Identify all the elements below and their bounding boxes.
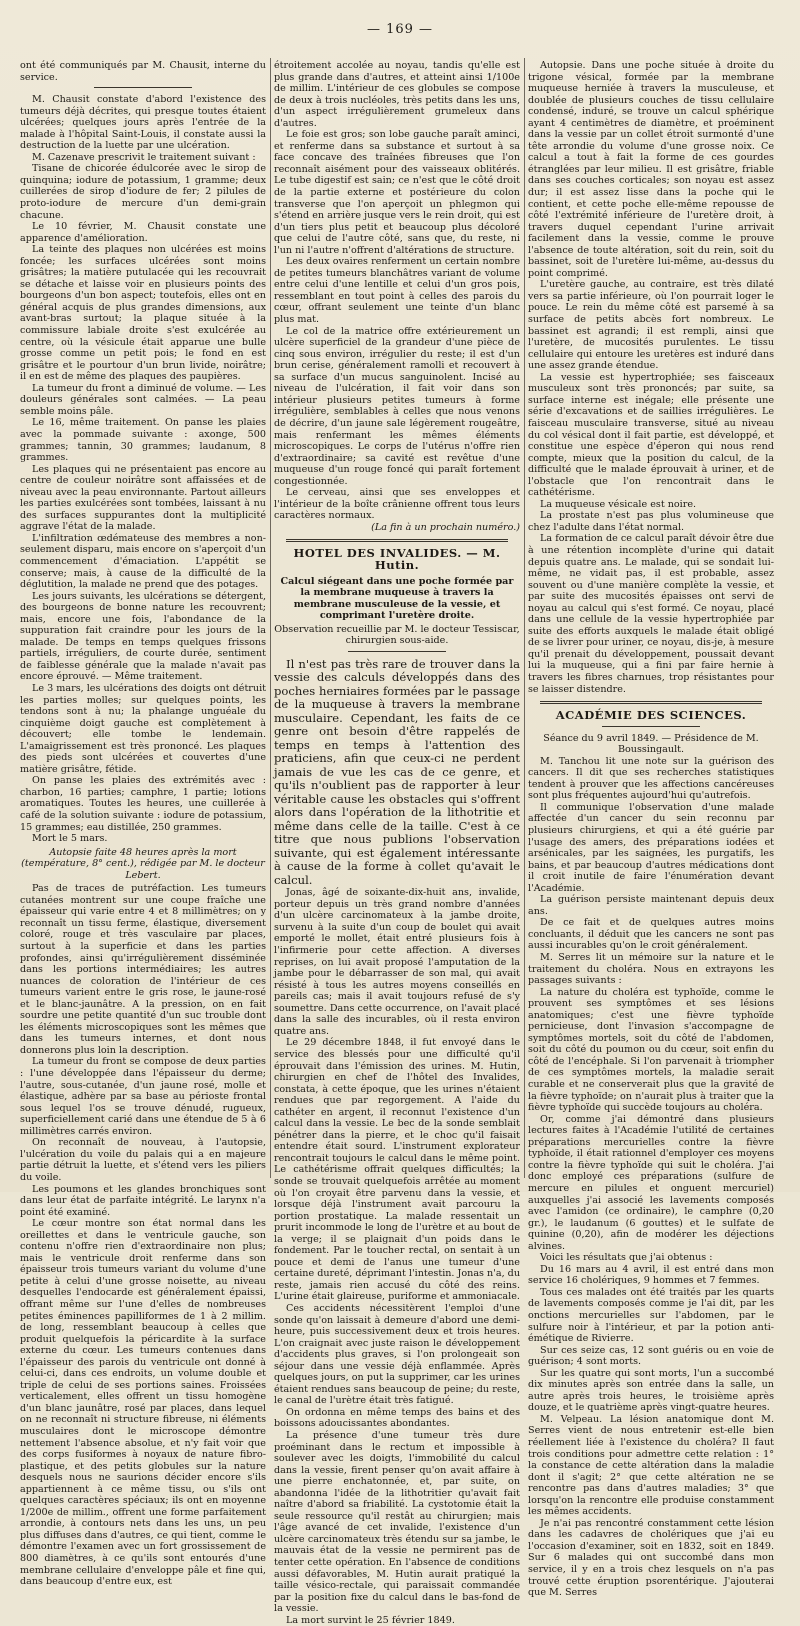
column-right <box>528 60 774 1599</box>
paragraph: La mort survint le 25 février 1849. <box>286 1614 455 1626</box>
paragraph: Du 16 mars au 4 avril, il est entré dans mon service 16 cholériques, 9 hommes et 7 femmes. <box>528 1263 774 1287</box>
section-separator <box>540 701 761 704</box>
column-rule <box>270 58 271 1178</box>
article-subtitle: Calcul siégeant dans une poche formée par la membrane muqueuse à travers la membrane musculeuse de la vessie, et comprimant l'uretère droite. <box>280 575 514 622</box>
session-line: Séance du 9 avril 1849. — Présidence de M. Boussingault. <box>543 732 759 756</box>
column-middle <box>274 60 520 1626</box>
paragraph: Je n'ai pas rencontré constamment cette lésion dans les cadavres de cholériques que j'ai eu l'occasion d'examiner, soit en 1832, soit en 1849. Sur 6 malades qui ont succombé dans mon service, il y en a trois chez lesquels on n'a pas trouvé cette éruption psorentérique. J'ajouterai que M. Serres <box>528 1517 774 1599</box>
section-separator <box>286 539 507 542</box>
paragraph: La prostate n'est pas plus volumineuse que chez l'adulte dans l'état normal. <box>528 510 774 533</box>
paragraph: Jonas, âgé de soixante-dix-huit ans, invalide, porteur depuis un très grand nombre d'années d'un ulcère carcinomateux à la jambe droite, survenu à la suite d'un coup de boulet qui avait emporté le mollet, était entré plusieurs fois à l'infirmerie pour cette affection. A diverses reprises, on lui avait proposé l'amputation de la jambe pour le débarrasser de son mal, qui avait résisté à tous les autres moyens conseillés en pareils cas; mais il avait toujours refusé de s'y soumettre. Dans cette occurrence, on l'avait placé dans la salle des incurables, où il resta environ quatre ans. <box>274 887 520 1037</box>
paragraph: On panse les plaies des extrémités avec : charbon, 16 parties; camphre, 1 partie; lotions aromatiques. Toutes les heures, une cuillerée à café de la solution suivante : iodure de potassium, 15 grammes; eau distillée, 250 grammes. <box>20 775 266 833</box>
page-number: — 169 — <box>366 22 434 37</box>
paragraph: Le 29 décembre 1848, il fut envoyé dans le service des blessés pour une difficulté qu'il éprouvait dans l'émission des urines. M. Hutin, chirurgien en chef de l'hôtel des Invalides, constata, à cette époque, que les urines n'étaient rendues que par regorgement. A l'aide du cathéter en argent, il reconnut l'existence d'un calcul dans la vessie. Le bec de la sonde semblait pénétrer dans la pierre, et le choc qu'il faisait entendre était sourd. L'instrument explorateur rencontrait toujours le calcul dans le même point. Le cathétérisme offrait quelques difficultés; la sonde se trouvait quelquefois arrêtée au moment où l'on croyait être parvenu dans la vessie, et lorsque déjà l'instrument avait parcouru la portion prostatique. La malade ressentait un prurit incommode le long de l'urètre et au bout de la verge; il se plaignait d'un poids dans le fondement. Par le toucher rectal, on sentait à un pouce et demi de l'anus une tumeur d'une certaine dureté, déprimant l'intestin. Jonas n'a, du reste, jamais rien accusé du côté des reins. L'urine était glaireuse, puriforme et ammoniacale. <box>274 1037 520 1303</box>
paragraph: Le 10 février, M. Chausit constate une apparence d'amélioration. <box>20 221 266 244</box>
separator <box>94 87 192 88</box>
paragraph: Les jours suivants, les ulcérations se détergent, des bourgeons de bonne nature les recouvrent; mais, encore une fois, l'abondance de la suppuration fait craindre pour les jours de la malade. De temps en temps quelques frissons partiels, irréguliers, de courte durée, sentiment de faiblesse générale que la malade n'avait pas encore éprouvé. — Même traitement. <box>20 590 266 683</box>
paragraph: M. Tanchou lit une note sur la guérison des cancers. Il dit que ses recherches statistiques tendent à prouver que les affections cancéreuses sont plus fréquentes aujourd'hui qu'autrefois. <box>528 755 774 802</box>
paragraph: La tumeur du front se compose de deux parties : l'une développée dans l'épaisseur du derme; l'autre, sous-cutanée, d'un jaune rosé, molle et élastique, adhère par sa base au périoste frontal sous lequel l'os se trouve dénudé, rugueux, superficiellement carié dans une étendue de 5 à 6 millimètres carrés environ. <box>20 1056 266 1137</box>
paragraph: ont été communiqués par M. Chausit, interne du service. <box>20 60 266 83</box>
column-left <box>20 60 266 1588</box>
paragraph: Autopsie. Dans une poche située à droite du trigone vésical, formée par la membrane muqueuse herniée à travers la musculeuse, et doublée de plusieurs couches de tissu cellulaire condensé, induré, se trouve un calcul sphérique ayant 4 centimètres de diamètre, et proéminent dans la vessie par un collet étroit surmonté d'une tête arrondie du volume d'une grosse noix. Ce calcul a tout à fait la forme de ces gourdes étranglées par leur milieu. Il est grisâtre, friable dans ses couches corticales; son noyau est assez dur; il est assez lisse dans la poche qui le contient, et cette poche elle-même repousse de côté l'extrémité inférieure de l'uretère droit, à travers duquel cependant l'urine arrivait facilement dans la vessie, comme le prouve l'absence de toute altération, soit du rein, soit du bassinet, soit de l'uretère lui-même, au-dessus du point comprimé. <box>528 60 774 279</box>
separator <box>602 726 700 727</box>
paragraph: Voici les résultats que j'ai obtenus : <box>540 1252 713 1264</box>
section-title: HOTEL DES INVALIDES. — M. Hutin. <box>293 546 501 572</box>
paragraph: Le cerveau, ainsi que ses enveloppes et l'intérieur de la boîte crânienne offrent tous leurs caractères normaux. <box>274 487 520 522</box>
paragraph: étroitement accolée au noyau, tandis qu'elle est plus grande dans d'autres, et atteint ainsi 1/100e de millim. L'intérieur de ces globules se compose de deux à trois nucléoles, très petits dans les uns, d'un aspect irrégulièrement grumeleux dans d'autres. <box>274 60 520 129</box>
paragraph: Pas de traces de putréfaction. Les tumeurs cutanées montrent sur une coupe fraîche une épaisseur qui varie entre 4 et 8 millimètres; on y reconnaît un tissu ferme, élastique, diversement coloré, rouge et très vasculaire par places, surtout à la superficie et dans les parties profondes, ainsi qu'irrégulièrement disséminée dans les portions intermédiaires; les autres nuances de coloration de l'intérieur de ces tumeurs varient entre le gris rose, le jaune-rosé et le blanc-jaunâtre. A la pression, on en fait sourdre une petite quantité d'un suc trouble dont les éléments microscopiques sont les mêmes que dans les tumeurs internes, et dont nous donnerons plus loin la description. <box>20 883 266 1056</box>
paragraph: La formation de ce calcul paraît dévoir être due à une rétention incomplète d'urine qui datait depuis quatre ans. Le malade, qui se sondait lui-même, ne vidait pas, il est probable, assez souvent ou d'une manière complète la vessie, et par suite des mucosités épaisses ont servi de noyau au calcul qui s'est formé. Ce noyau, placé dans une cellule de la vessie hypertrophiée par suite des efforts auxquels le malade était obligé de se livrer pour uriner, ce noyau, dis-je, à mesure qu'il prenait du développement, poussait devant lui la muqueuse, qui a fini par faire hernie à travers les fibres charnues, trop résistantes pour se laisser distendre. <box>528 533 774 695</box>
paragraph: La nature du choléra est typhoïde, comme le prouvent ses symptômes et ses lésions anatomiques; c'est une fièvre typhoïde pernicieuse, dont l'invasion s'accompagne de symptômes mortels, soit du côté de l'abdomen, soit du côté du poumon ou du cœur, soit enfin du côté de l'encéphale. Si l'on parvenait à triompher de ces symptômes mortels, la maladie serait curable et ne conserverait plus que la gravité de la fièvre typhoïde; on n'aurait plus à traiter que la fièvre typhoïde qui succède toujours au choléra. <box>528 986 774 1114</box>
paragraph: Le foie est gros; son lobe gauche paraît aminci, et renferme dans sa substance et surtout à sa face concave des traînées fibreuses que l'on reconnaît aisément pour des vaisseaux oblitérés. Le tube digestif est sain; ce n'est que le côté droit de la partie externe et postérieure du colon transverse que l'on aperçoit un phlegmon qui s'étend en arrière jusque vers le rein droit, qui est d'un tiers plus petit et beaucoup plus décoloré que celui de l'autre côté, sans que, du reste, ni l'un ni l'autre n'offrent d'altérations de structure. <box>274 129 520 256</box>
autopsy-heading: Autopsie faite 48 heures après la mort (température, 8° cent.), rédigée par M. le docteur Lebert. <box>21 846 265 881</box>
paragraph: M. Cazenave prescrivit le traitement suivant : <box>32 151 256 163</box>
paragraph: Sur ces seize cas, 12 sont guéris ou en voie de guérison; 4 sont morts. <box>528 1344 774 1368</box>
paragraph: Le 3 mars, les ulcérations des doigts ont détruit les parties molles; sur quelques points, les tendons sont à nu; la phalange unguéale du cinquième doigt gauche est complètement à découvert; elle tombe le lendemain. L'amaigrissement est très prononcé. Les plaques des pieds sont ulcérées et couvertes d'une matière grisâtre, fétide. <box>20 682 266 775</box>
paragraph: Les deux ovaires renferment un certain nombre de petites tumeurs blanchâtres variant de volume entre celui d'une lentille et celui d'un gros pois, ressemblant en tout point à celles des parois du cœur, offrant seulement une teinte d'un blanc plus mat. <box>274 256 520 326</box>
paragraph: Tous ces malades ont été traités par les quarts de lavements composés comme je l'ai dit, par les onctions mercurielles sur l'abdomen, par le sulfure noir à l'intérieur, et par la potion anti-émétique de Rivierre. <box>528 1286 774 1345</box>
paragraph: Ces accidents nécessitèrent l'emploi d'une sonde qu'on laissait à demeure d'abord une demi-heure, puis successivement deux et trois heures. L'on craignait avec juste raison le développement d'accidents plus graves, si l'on prolongeait son séjour dans une vessie déjà enflammée. Après quelques jours, on put la supprimer, car les urines étaient rendues sans beaucoup de peine; du reste, le canal de l'urètre était très fatigué. <box>274 1302 520 1407</box>
paragraph: La muqueuse vésicale est noire. <box>540 498 697 510</box>
paragraph: La présence d'une tumeur très dure proéminant dans le rectum et impossible à soulever avec les doigts, l'immobilité du calcul dans la vessie, firent penser qu'on avait affaire à une pierre enchatonnée, et, par suite, on abandonna l'idée de la lithotritier qu'avait fait naître d'abord sa friabilité. La cystotomie était la seule ressource qu'il restât au chirurgien; mais l'âge avancé de cet invalide, l'existence d'un ulcère carcinomateux très étendu sur sa jambe, le mauvais état de la vessie ne permirent pas de tenter cette opération. En l'absence de conditions aussi défavorables, M. Hutin aurait pratiqué la taille vésico-rectale, qui paraissait commandée par la position fixe du calcul dans le bas-fond de la vessie. <box>274 1430 520 1615</box>
paragraph: Mort le 5 mars. <box>32 833 108 845</box>
paragraph: Les poumons et les glandes bronchiques sont dans leur état de parfaite intégrité. Le larynx n'a point été examiné. <box>20 1183 266 1218</box>
paragraph: M. Serres lit un mémoire sur la nature et le traitement du choléra. Nous en extrayons les passages suivants : <box>528 952 774 987</box>
paragraph: De ce fait et de quelques autres moins concluants, il déduit que les cancers ne sont pas aussi incurables qu'on le croit généralement. <box>528 917 774 952</box>
paragraph: L'uretère gauche, au contraire, est très dilaté vers sa partie inférieure, où l'on pourrait loger le pouce. Le rein du même côté est parsemé à sa surface de petits abcès fort nombreux. Le bassinet est agrandi; il est rempli, ainsi que l'uretère, de mucosités purulentes. Le tissu cellulaire qui entoure les uretères est induré dans une assez grande étendue. <box>528 279 774 372</box>
paragraph: Le col de la matrice offre extérieurement un ulcère superficiel de la grandeur d'une pièce de cinq sous environ, irrégulier du reste; il est d'un brun cerise, généralement ramolli et recouvert à sa surface d'un mucus sanguinolent. Incisé au niveau de l'ulcération, il fait voir dans son intérieur plusieurs petites tumeurs à forme irrégulière, semblables à celles que nous venons de décrire, d'un jaune sale légèrement rougeâtre, mais renfermant les mêmes éléments microscopiques. Le corps de l'utérus n'offre rien d'extraordinaire; sa cavité est revêtue d'une muqueuse d'un rouge foncé qui paraît fortement congestionnée. <box>274 325 520 487</box>
paragraph: La guérison persiste maintenant depuis deux ans. <box>528 894 774 917</box>
paragraph: On ordonna en même temps des bains et des boissons adoucissantes abondantes. <box>274 1406 520 1430</box>
paragraph: Il communique l'observation d'une malade affectée d'un cancer du sein reconnu par plusieurs chirurgiens, et qui a été guérie par l'usage des amers, des préparations iodées et arsénicales, par les saignées, les purgatifs, les bains, et par beaucoup d'autres médications dont il croit inutile de faire l'énumération devant l'Académie. <box>528 801 774 894</box>
column-rule <box>524 58 525 1178</box>
paragraph: Sur les quatre qui sont morts, l'un a succombé dix minutes après son entrée dans la salle, un autre après trois heures, le troisième après douze, et le quatrième après vingt-quatre heures. <box>528 1367 774 1414</box>
paragraph: La tumeur du front a diminué de volume. — Les douleurs générales sont calmées. — La peau semble moins pâle. <box>20 382 266 417</box>
lead-paragraph: Il n'est pas très rare de trouver dans la vessie des calculs développés dans des poches herniaires formées par le passage de la muqueuse à travers la membrane musculaire. Cependant, les faits de ce genre ont besoin d'être rappelés de temps en temps à l'attention des praticiens, afin que ceux-ci ne perdent jamais de vue les cas de ce genre, et qu'ils n'oublient pas de rapporter à leur véritable cause les obstacles qui s'offrent alors dans l'opération de la lithotritie et même dans celle de la taille. C'est à ce titre que nous publions l'observation suivante, qui est également intéressante à cause de la forme à collet qu'avait le calcul. <box>274 656 520 887</box>
section-title: ACADÉMIE DES SCIENCES. <box>555 708 747 723</box>
paragraph: Tisane de chicorée édulcorée avec le sirop de quinquina; iodure de potassium, 1 gramme; deux cuillerées de sirop d'iodure de fer; 2 pilules de proto-iodure de mercure d'un demi-grain chacune. <box>20 163 266 221</box>
paragraph: Or, comme j'ai démontré dans plusieurs lectures faites à l'Académie l'utilité de certaines préparations mercurielles contre la fièvre typhoïde, il était rationnel d'employer ces moyens contre la fièvre typhoïde qui suit le choléra. J'ai donc employé ces préparations (sulfure de mercure en pilules et onguent mercuriel) auxquelles j'ai associé les lavements composés avec l'amidon (ce ordinaire), le camphre (0,20 gr.), le laudanum (6 gouttes) et le sulfate de quinine (0,20), afin de modérer les déjections alvines. <box>528 1113 774 1252</box>
paragraph: La teinte des plaques non ulcérées est moins foncée; les surfaces ulcérées sont moins grisâtres; la matière putulacée qui les recouvrait se détache et laisse voir en plusieurs points des bourgeons d'un bon aspect; toutefois, elles ont en général acquis de plus grandes dimensions, aux avant-bras surtout; la plaque située à la commissure labiale droite s'est exulcérée au centre, où la vésicule était apparue une bulle grosse comme un petit pois; le fond en est grisâtre et le pourtour d'un brun livide, noirâtre; il en est de même des plaques des paupières. <box>20 244 266 383</box>
paragraph: L'infiltration œdémateuse des membres a non-seulement disparu, mais encore on s'aperçoit d'un commencement d'émaciation. L'appétit se conserve; mais, à cause de la difficulté de la déglutition, la malade ne prend que des potages. <box>20 532 266 591</box>
paragraph: M. Chausit constate d'abord l'existence des tumeurs déjà décrites, qui presque toutes étaient ulcérées; quelques jours après l'entrée de la malade à l'hôpital Saint-Louis, il constate aussi la destruction de la luette par une ulcération. <box>20 94 266 152</box>
paragraph: Les plaques qui ne présentaient pas encore au centre de couleur noirâtre sont affaissées et de niveau avec la peau environnante. Partout ailleurs les parties exulcérées sont tombées, laissant à nu des surfaces suppurantes dont la multiplicité aggrave l'état de la malade. <box>20 463 266 533</box>
continued-note: (La fin à un prochain numéro.) <box>371 521 520 533</box>
paragraph: M. Velpeau. La lésion anatomique dont M. Serres vient de nous entretenir est-elle bien réellement liée à l'existence du choléra? Il faut trois conditions pour admettre cette relation : 1° la constance de cette altération dans la maladie dont il s'agit; 2° que cette altération ne se rencontre pas dans d'autres maladies; 3° que lorsqu'on la rencontre elle produise constamment les mêmes accidents. <box>528 1413 774 1518</box>
paragraph: Le 16, même traitement. On panse les plaies avec la pommade suivante : axonge, 500 grammes; tannin, 30 grammes; laudanum, 8 grammes. <box>20 417 266 464</box>
paragraph: On reconnaît de nouveau, à l'autopsie, l'ulcération du voile du palais qui a en majeure partie détruit la luette, et s'étend vers les piliers du voile. <box>20 1137 266 1183</box>
paragraph: Le cœur montre son état normal dans les oreillettes et dans le ventricule gauche, son contenu n'offre rien d'extraordinaire non plus; mais le ventricule droit renferme dans son épaisseur trois tumeurs variant du volume d'une petite à celui d'une grosse noisette, au niveau desquelles l'endocarde est généralement épaissi, offrant même sur l'une d'elles de nombreuses petites éminences papilliformes de 1 à 2 millim. de long, ressemblant beaucoup à celles que produit quelquefois la péricardite à la surface externe du cœur. Les tumeurs contenues dans l'épaisseur des parois du ventricule ont donné à celui-ci, dans ces endroits, un volume double et triple de celui de ses portions saines. Froissées verticalement, elles offrent un tissu homogène d'un blanc jaunâtre, rosé par places, dans lequel on ne reconnaît ni structure fibreuse, ni éléments musculaires dont le microscope démontre nettement l'absence absolue, et n'y fait voir que des corps fusiformes à noyaux de nature fibro-plastique, et des petits globules sur la nature desquels nous ne saurions décider encore s'ils appartiennent à ce même tissu, ou s'ils ont quelques caractères spéciaux; ils ont en moyenne 1/200e de millim., offrent une forme parfaitement arrondie, à contours nets dans les uns, un peu plus diffuses dans d'autres, ce qui tient, comme le démontre l'examen avec un fort grossissement de 800 diamètres, à ce qu'ils sont entourés d'une membrane cellulaire d'enveloppe pâle et fine qui, dans beaucoup d'entre eux, est <box>20 1218 266 1588</box>
paragraph: La vessie est hypertrophiée; ses faisceaux musculeux sont très prononcés; par suite, sa surface interne est inégale; elle présente une série d'excavations et de saillies irrégulières. Le faisceau musculaire transverse, situé au niveau du col vésical dont il fait partie, est développé, et constitue une espèce d'éperon qui nous rend compte, mieux que la position du calcul, de la difficulté que le malade éprouvait à uriner, et de l'obstacle que l'on rencontrait dans le cathétérisme. <box>528 371 774 499</box>
article-byline: Observation recueillie par M. le docteur Tessiscar, chirurgien sous-aide. <box>274 623 520 647</box>
separator <box>348 651 446 652</box>
